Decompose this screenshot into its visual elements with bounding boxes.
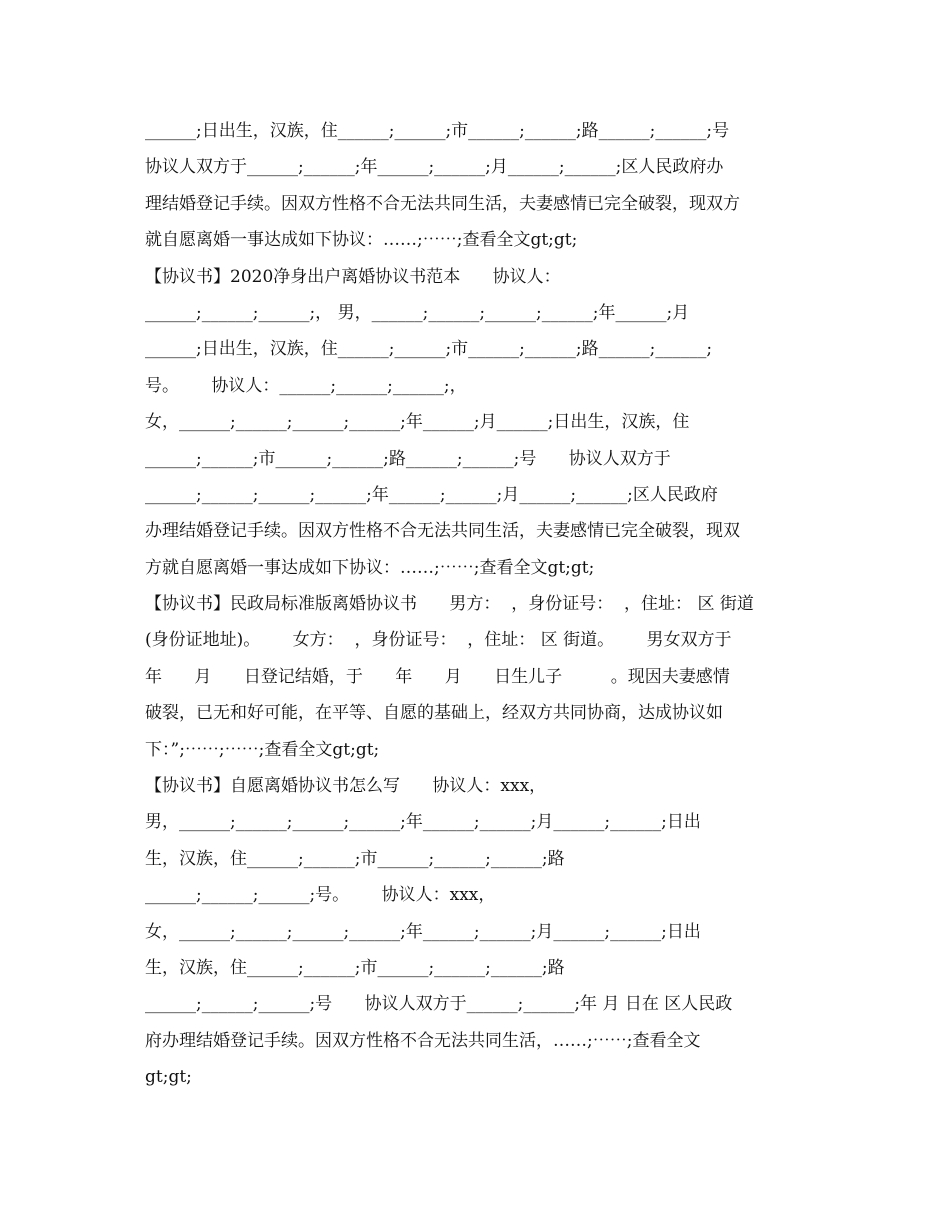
- text-line: 年 月 日登记结婚，于 年 月 日生儿子 。现因夫妻感情: [145, 666, 730, 687]
- text-line: 方就自愿离婚一事达成如下协议：……;⋯⋯;查看全文gt;gt;: [145, 557, 595, 578]
- section-heading-line: 【协议书】2020净身出户离婚协议书范本 协议人：: [145, 266, 561, 287]
- text-line: 男，______;______;______;______;年______;______;月______;______;日出: [145, 812, 701, 833]
- text-line: ______;______;______;号。 协议人：xxx，: [145, 885, 496, 906]
- text-line: 就自愿离婚一事达成如下协议：……;⋯⋯;查看全文gt;gt;: [145, 230, 578, 251]
- text-line: 号。 协议人：______;______;______;，: [145, 375, 467, 396]
- text-line: ______;______;市______;______;路______;______;号 协议人双方于: [145, 448, 671, 469]
- text-line: gt;gt;: [145, 1067, 192, 1088]
- text-line: 生，汉族，住______;______;市______;______;______;路: [145, 957, 565, 978]
- section-heading-line: 【协议书】自愿离婚协议书怎么写 协议人：xxx，: [145, 776, 547, 797]
- text-line: 理结婚登记手续。因双方性格不合无法共同生活，夫妻感情已完全破裂，现双方: [145, 193, 740, 214]
- section-heading-line: 【协议书】民政局标准版离婚协议书 男方： ，身份证号： ，住址： 区 街道: [145, 594, 754, 615]
- text-line: 办理结婚登记手续。因双方性格不合无法共同生活，夫妻感情已完全破裂，现双: [145, 521, 740, 542]
- text-line: 女，______;______;______;______;年______;月______;日出生，汉族，住: [145, 412, 690, 433]
- text-line: ______;______;______;号 协议人双方于______;______;年 月 日在 区人民政: [145, 994, 733, 1015]
- text-line: 协议人双方于______;______;年______;______;月______;______;区人民政府办: [145, 157, 724, 178]
- text-line: 下：”;⋯⋯;⋯⋯;查看全文gt;gt;: [145, 739, 380, 760]
- text-line: 破裂，已无和好可能，在平等、自愿的基础上，经双方共同协商，达成协议如: [145, 703, 723, 724]
- text-line: ______;日出生，汉族，住______;______;市______;______;路______;______;: [145, 339, 713, 360]
- text-line: 府办理结婚登记手续。因双方性格不合无法共同生活，……;⋯⋯;查看全文: [145, 1030, 701, 1051]
- text-line: ______;______;______;______;年______;______;月______;______;区人民政府: [145, 484, 718, 505]
- text-line: 女，______;______;______;______;年______;______;月______;______;日出: [145, 921, 701, 942]
- text-line: (身份证地址)。 女方： ，身份证号： ，住址： 区 街道。 男女双方于: [145, 630, 732, 651]
- text-line: ______;______;______;， 男，______;______;______;______;年______;月: [145, 302, 690, 323]
- text-line: ______;日出生，汉族，住______;______;市______;______;路______;______;号: [145, 121, 730, 141]
- document-body: [145, 113, 817, 1096]
- text-line: 生，汉族，住______;______;市______;______;______;路: [145, 848, 565, 869]
